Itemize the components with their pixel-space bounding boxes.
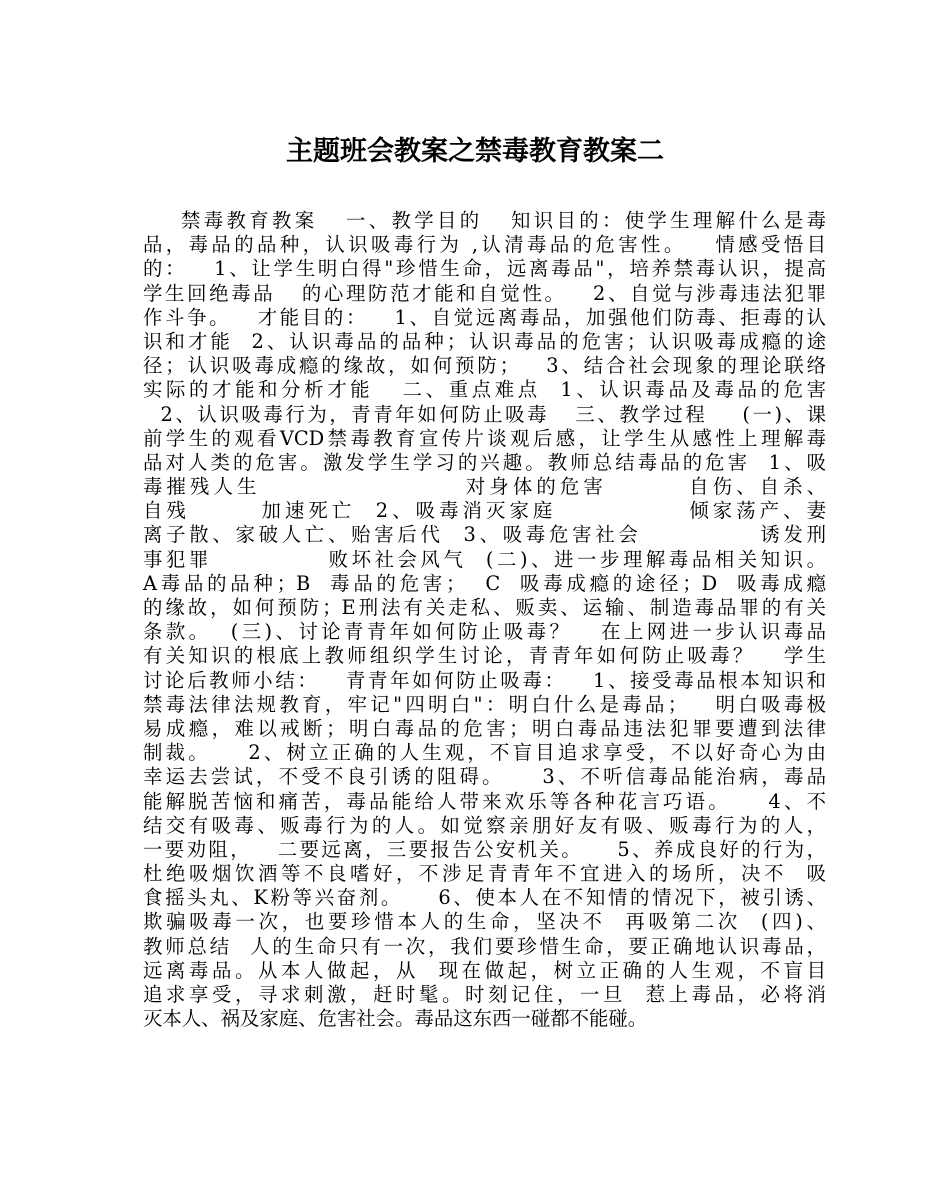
body-line: 事犯罪 败坏社会风气 (二)、进一步理解毒品相关知识。: [143, 547, 826, 571]
body-line: 制裁。 2、树立正确的人生观，不盲目追求享受，不以好奇心为由: [143, 741, 826, 765]
body-line: 的缘故，如何预防；E刑法有关走私、贩卖、运输、制造毒品罪的有关: [143, 596, 826, 619]
body-line: 灭本人、祸及家庭、危害社会。毒品这东西一碰都不能碰。: [143, 1007, 648, 1031]
body-line: 毒摧残人生 对身体的危害 自伤、自杀、: [143, 475, 826, 499]
body-line: 教师总结 人的生命只有一次，我们要珍惜生命，要正确地认识毒品，: [143, 934, 826, 958]
body-line: 离子散、家破人亡、贻害后代 3、吸毒危害社会 诱发刑: [143, 523, 826, 547]
body-line: 讨论后教师小结： 青青年如何防止吸毒： 1、接受毒品根本知识和: [143, 668, 826, 692]
document-title: 主题班会教案之禁毒教育教案二: [286, 136, 664, 167]
body-line: 食摇头丸、K粉等兴奋剂。 6、使本人在不知情的情况下，被引诱、: [143, 886, 826, 910]
body-line: 有关知识的根底上教师组织学生讨论，青青年如何防止吸毒？ 学生: [143, 644, 826, 668]
body-line: 远离毒品。从本人做起，从 现在做起，树立正确的人生观，不盲目: [143, 958, 826, 982]
body-line: 品对人类的危害。激发学生学习的兴趣。教师总结毒品的危害 1、吸: [143, 450, 826, 474]
body-line: 结交有吸毒、贩毒行为的人。如觉察亲朋好友有吸、贩毒行为的人，: [143, 813, 826, 837]
body-line: 一要劝阻， 二要远离，三要报告公安机关。 5、养成良好的行为，: [143, 837, 826, 861]
body-line: A毒品的品种；B 毒品的危害； C 吸毒成瘾的途径；D 吸毒成瘾: [143, 571, 826, 595]
body-line: 自残 加速死亡 2、吸毒消灭家庭 倾家荡产、妻: [143, 499, 826, 523]
body-line: 幸运去尝试，不受不良引诱的阻碍。 3、不听信毒品能治病，毒品: [143, 765, 826, 789]
body-line: 前学生的观看VCD禁毒教育宣传片谈观后感，让学生从感性上理解毒: [143, 426, 826, 450]
body-line: 学生回绝毒品 的心理防范才能和自觉性。 2、自觉与涉毒违法犯罪: [143, 281, 826, 305]
body-line: 禁毒教育教案 一、教学目的 知识目的：使学生理解什么是毒: [143, 209, 826, 232]
body-line: 的： 1、让学生明白得"珍惜生命，远离毒品"，培养禁毒认识，提高: [143, 257, 826, 281]
body-line: 作斗争。 才能目的： 1、自觉远离毒品，加强他们防毒、拒毒的认: [143, 305, 826, 329]
body-line: 能解脱苦恼和痛苦，毒品能给人带来欢乐等各种花言巧语。 4、不: [143, 789, 826, 813]
body-line: 杜绝吸烟饮酒等不良嗜好，不涉足青青年不宜进入的场所，决不 吸: [143, 862, 826, 886]
body-line: 条款。 (三)、讨论青青年如何防止吸毒？ 在上网进一步认识毒品: [143, 620, 826, 644]
body-line: 追求享受，寻求刺激，赶时髦。时刻记住，一旦 惹上毒品，必将消: [143, 983, 826, 1006]
document-body: [143, 209, 826, 1031]
body-line: 径；认识吸毒成瘾的缘故，如何预防； 3、结合社会现象的理论联络: [143, 354, 826, 378]
body-line: 识和才能 2、认识毒品的品种；认识毒品的危害；认识吸毒成瘾的途: [143, 329, 826, 353]
body-line: 实际的才能和分析才能 二、重点难点 1、认识毒品及毒品的危害: [143, 378, 826, 402]
body-line: 易成瘾，难以戒断；明白毒品的危害；明白毒品违法犯罪要遭到法律: [143, 716, 826, 740]
body-line: 欺骗吸毒一次，也要珍惜本人的生命，坚决不 再吸第二次 (四)、: [143, 910, 826, 934]
body-line: 品，毒品的品种，认识吸毒行为 ,认清毒品的危害性。 情感受悟目: [143, 233, 826, 257]
body-line: 2、认识吸毒行为，青青年如何防止吸毒 三、教学过程 (一)、课: [143, 402, 826, 426]
body-line: 禁毒法律法规教育，牢记"四明白"：明白什么是毒品； 明白吸毒极: [143, 692, 826, 716]
